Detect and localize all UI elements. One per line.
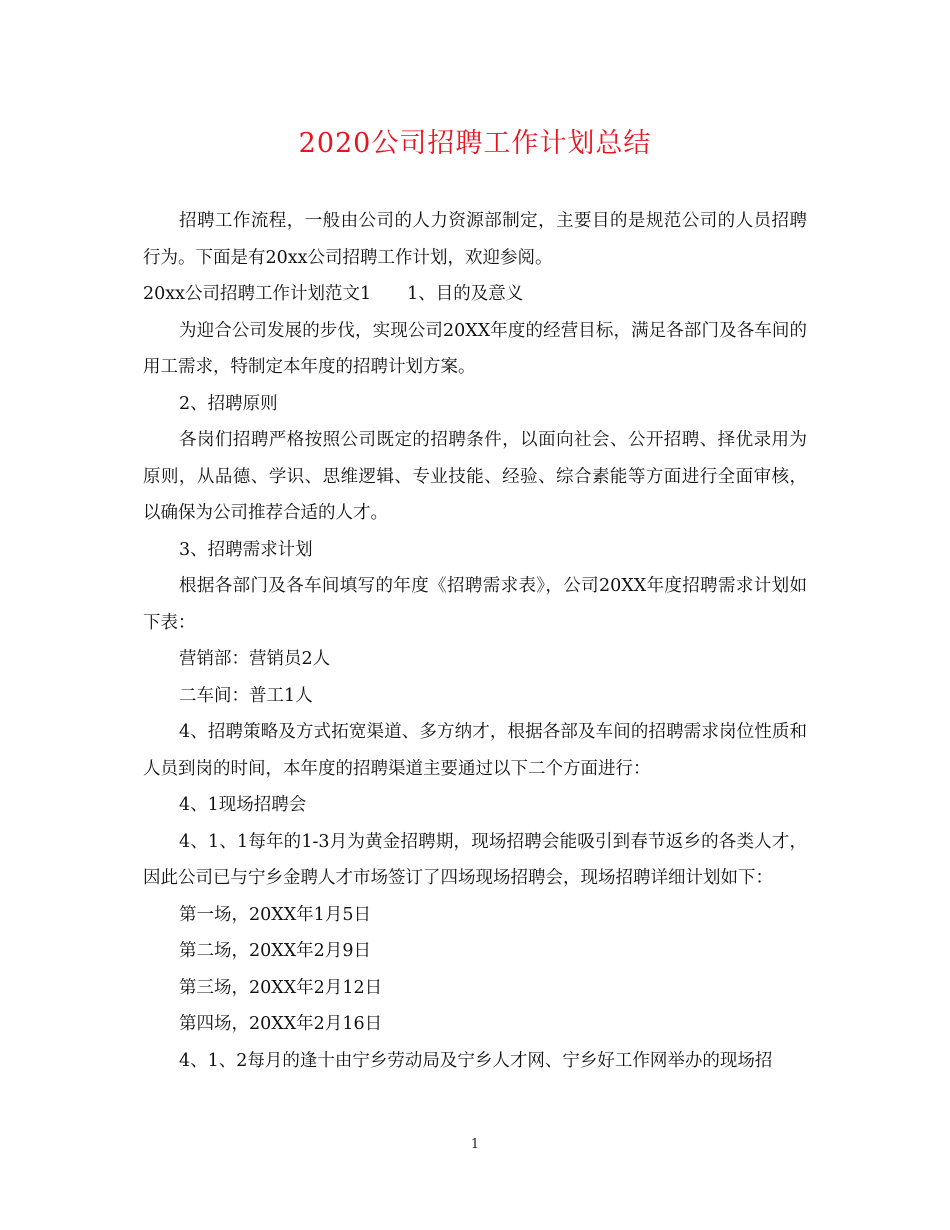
purpose-paragraph: 为迎合公司发展的步伐，实现公司20XX年度的经营目标，满足各部门及各车间的用工需求，特制定本年度的招聘计划方案。	[143, 320, 807, 377]
demand-paragraph: 根据各部门及各车间填写的年度《招聘需求表》，公司20XX年度招聘需求计划如下表：	[143, 576, 807, 633]
page-number: 1	[470, 1137, 480, 1152]
demand-item-workshop: 二车间：普工1人	[179, 685, 313, 706]
sample-heading: 20xx公司招聘工作计划范文1	[143, 284, 372, 304]
intro-paragraph: 招聘工作流程，一般由公司的人力资源部制定，主要目的是规范公司的人员招聘行为。下面是有20xx公司招聘工作计划，欢迎参阅。	[143, 211, 807, 268]
document-body	[143, 203, 807, 1079]
demand-heading: 3、招聘需求计划	[179, 539, 313, 560]
demand-item-sales: 营销部：营销员2人	[179, 649, 331, 669]
job-fair-date-3: 第三场，20XX年2月12日	[179, 977, 383, 998]
monthly-fair-paragraph: 4、1、2每月的逢十由宁乡劳动局及宁乡人才网、宁乡好工作网举办的现场招	[179, 1050, 773, 1071]
section-heading-line	[143, 276, 807, 313]
principle-paragraph: 各岗们招聘严格按照公司既定的招聘条件，以面向社会、公开招聘、择优录用为原则，从品德、学识、思维逻辑、专业技能、经验、综合素能等方面进行全面审核，以确保为公司推荐合适的人才。	[143, 430, 807, 523]
job-fair-date-1: 第一场，20XX年1月5日	[179, 904, 371, 925]
strategy-paragraph: 4、招聘策略及方式拓宽渠道、多方纳才，根据各部及车间的招聘需求岗位性质和人员到岗的时间，本年度的招聘渠道主要通过以下二个方面进行：	[143, 722, 807, 779]
job-fair-date-2: 第二场，20XX年2月9日	[179, 941, 371, 961]
job-fair-date-4: 第四场，20XX年2月16日	[179, 1014, 383, 1034]
principle-heading: 2、招聘原则	[179, 393, 278, 414]
purpose-heading: 1、目的及意义	[407, 284, 524, 304]
job-fair-heading: 4、1现场招聘会	[179, 795, 307, 815]
document-title: 2020公司招聘工作计划总结	[298, 128, 652, 159]
job-fair-paragraph: 4、1、1每年的1-3月为黄金招聘期，现场招聘会能吸引到春节返乡的各类人才，因此公司已与宁乡金聘人才市场签订了四场现场招聘会，现场招聘详细计划如下：	[143, 831, 807, 888]
